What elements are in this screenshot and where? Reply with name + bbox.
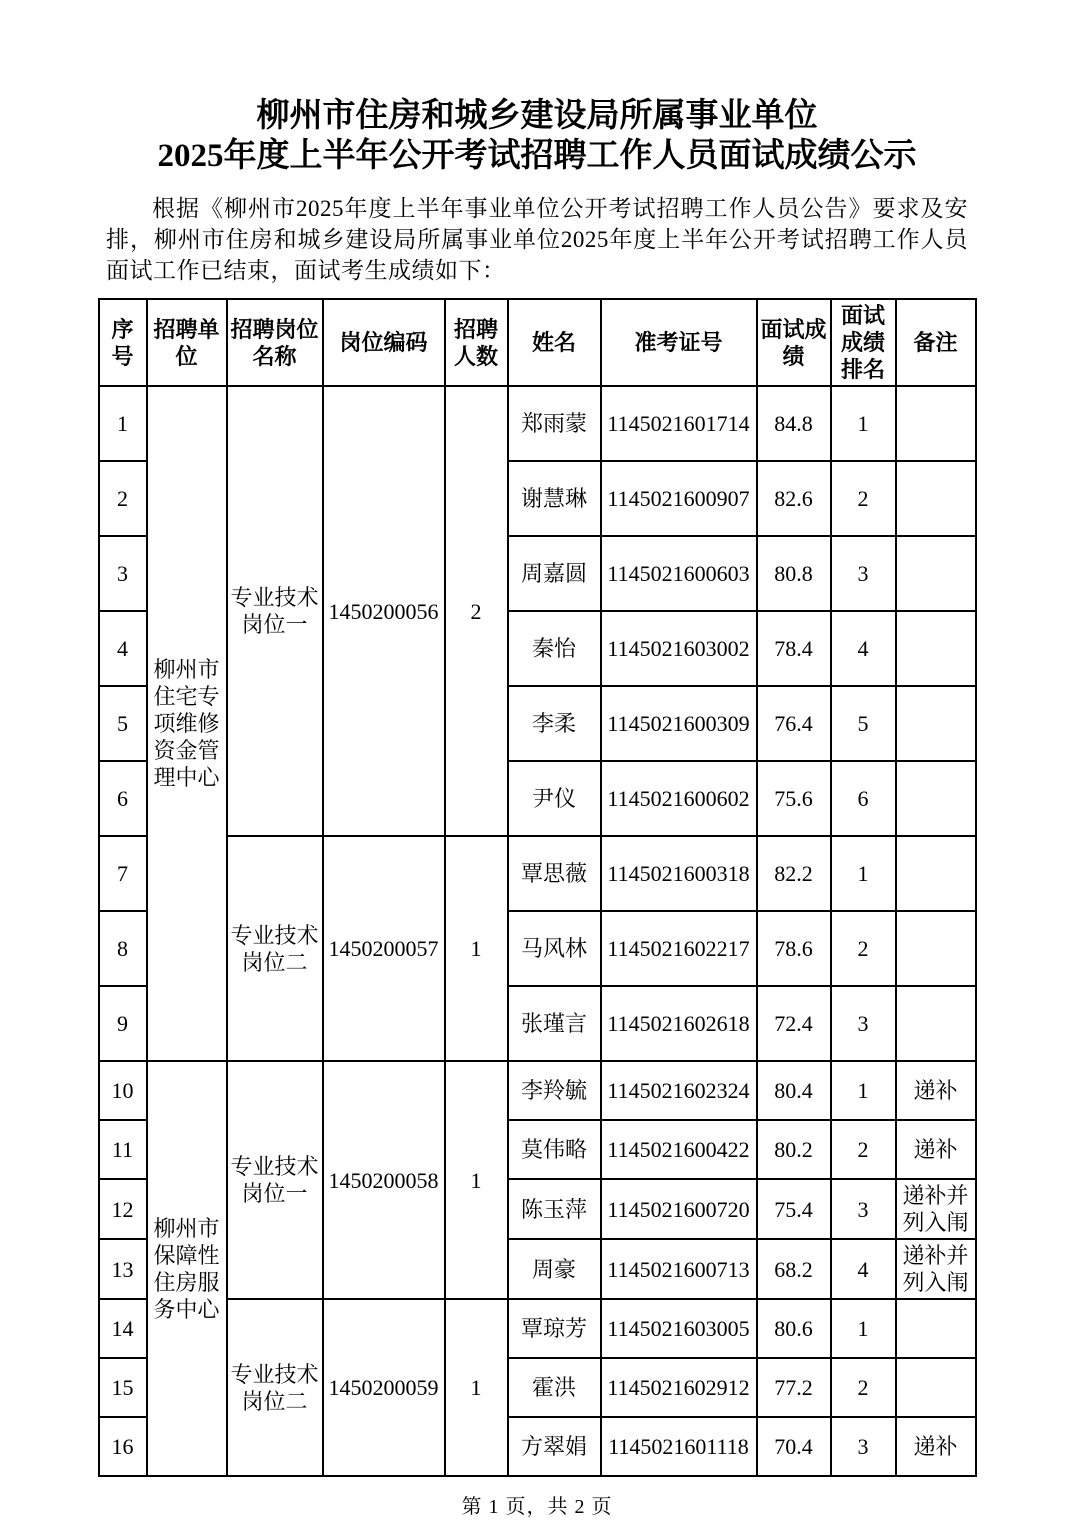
cell-seq: 7 [99, 836, 147, 911]
cell-remark [896, 1299, 976, 1358]
cell-name: 秦怡 [508, 611, 601, 686]
cell-ticket-number: 1145021600603 [601, 536, 757, 611]
cell-name: 莫伟略 [508, 1120, 601, 1179]
header-interview-score: 面试成绩 [757, 299, 831, 386]
cell-headcount: 2 [445, 386, 508, 836]
cell-ticket-number: 1145021600309 [601, 686, 757, 761]
header-score-rank: 面试成绩排名 [831, 299, 896, 386]
cell-position-name: 专业技术岗位二 [227, 836, 323, 1061]
header-ticket-number: 准考证号 [601, 299, 757, 386]
header-seq: 序号 [99, 299, 147, 386]
cell-seq: 3 [99, 536, 147, 611]
cell-seq: 11 [99, 1120, 147, 1179]
cell-ticket-number: 1145021600422 [601, 1120, 757, 1179]
cell-name: 覃思薇 [508, 836, 601, 911]
cell-interview-score: 80.8 [757, 536, 831, 611]
cell-seq: 8 [99, 911, 147, 986]
cell-score-rank: 1 [831, 386, 896, 461]
cell-position-name: 专业技术岗位一 [227, 386, 323, 836]
cell-name: 覃琼芳 [508, 1299, 601, 1358]
cell-interview-score: 82.6 [757, 461, 831, 536]
cell-remark [896, 461, 976, 536]
cell-score-rank: 4 [831, 1239, 896, 1299]
table-row [99, 836, 976, 911]
cell-name: 周嘉圆 [508, 536, 601, 611]
cell-interview-score: 78.4 [757, 611, 831, 686]
cell-seq: 6 [99, 761, 147, 836]
cell-score-rank: 3 [831, 536, 896, 611]
cell-ticket-number: 1145021602618 [601, 986, 757, 1061]
cell-unit: 柳州市住宅专项维修资金管理中心 [147, 386, 227, 1061]
cell-seq: 4 [99, 611, 147, 686]
cell-score-rank: 5 [831, 686, 896, 761]
cell-seq: 15 [99, 1358, 147, 1417]
cell-ticket-number: 1145021600713 [601, 1239, 757, 1299]
header-position-code: 岗位编码 [323, 299, 445, 386]
cell-score-rank: 1 [831, 836, 896, 911]
cell-remark [896, 386, 976, 461]
page-title-line-2: 2025年度上半年公开考试招聘工作人员面试成绩公示 [157, 138, 917, 174]
cell-score-rank: 2 [831, 911, 896, 986]
cell-position-name: 专业技术岗位一 [227, 1061, 323, 1299]
cell-remark [896, 986, 976, 1061]
cell-remark: 递补并列入闱 [896, 1179, 976, 1239]
page-title-line-1: 柳州市住房和城乡建设局所属事业单位 [256, 98, 818, 134]
cell-position-name: 专业技术岗位二 [227, 1299, 323, 1476]
cell-seq: 9 [99, 986, 147, 1061]
cell-interview-score: 76.4 [757, 686, 831, 761]
cell-seq: 13 [99, 1239, 147, 1299]
cell-remark [896, 611, 976, 686]
cell-ticket-number: 1145021603005 [601, 1299, 757, 1358]
cell-score-rank: 4 [831, 611, 896, 686]
cell-remark: 递补 [896, 1120, 976, 1179]
table-row [99, 1061, 976, 1120]
cell-score-rank: 3 [831, 986, 896, 1061]
cell-interview-score: 80.4 [757, 1061, 831, 1120]
cell-name: 马风林 [508, 911, 601, 986]
cell-unit: 柳州市保障性住房服务中心 [147, 1061, 227, 1476]
cell-seq: 10 [99, 1061, 147, 1120]
cell-interview-score: 75.6 [757, 761, 831, 836]
cell-name: 谢慧琳 [508, 461, 601, 536]
table-header-row [99, 299, 976, 386]
cell-interview-score: 84.8 [757, 386, 831, 461]
cell-remark: 递补 [896, 1417, 976, 1476]
cell-seq: 5 [99, 686, 147, 761]
cell-ticket-number: 1145021602912 [601, 1358, 757, 1417]
page-footer: 第 1 页，共 2 页 [461, 1496, 613, 1518]
cell-interview-score: 78.6 [757, 911, 831, 986]
header-remark: 备注 [896, 299, 976, 386]
cell-name: 霍洪 [508, 1358, 601, 1417]
cell-name: 方翠娟 [508, 1417, 601, 1476]
cell-remark [896, 836, 976, 911]
cell-remark [896, 1358, 976, 1417]
cell-score-rank: 1 [831, 1061, 896, 1120]
cell-score-rank: 1 [831, 1299, 896, 1358]
cell-position-code: 1450200059 [323, 1299, 445, 1476]
cell-interview-score: 77.2 [757, 1358, 831, 1417]
cell-score-rank: 2 [831, 1358, 896, 1417]
cell-headcount: 1 [445, 1061, 508, 1299]
table-row [99, 1299, 976, 1358]
cell-score-rank: 2 [831, 1120, 896, 1179]
cell-remark [896, 536, 976, 611]
cell-score-rank: 2 [831, 461, 896, 536]
cell-ticket-number: 1145021601118 [601, 1417, 757, 1476]
cell-interview-score: 80.6 [757, 1299, 831, 1358]
cell-remark: 递补 [896, 1061, 976, 1120]
cell-name: 李柔 [508, 686, 601, 761]
header-unit: 招聘单位 [147, 299, 227, 386]
cell-name: 尹仪 [508, 761, 601, 836]
cell-remark [896, 911, 976, 986]
cell-score-rank: 3 [831, 1417, 896, 1476]
cell-remark [896, 761, 976, 836]
cell-position-code: 1450200058 [323, 1061, 445, 1299]
cell-interview-score: 68.2 [757, 1239, 831, 1299]
cell-headcount: 1 [445, 1299, 508, 1476]
cell-name: 李羚毓 [508, 1061, 601, 1120]
cell-name: 郑雨蒙 [508, 386, 601, 461]
cell-seq: 16 [99, 1417, 147, 1476]
cell-ticket-number: 1145021601714 [601, 386, 757, 461]
header-name: 姓名 [508, 299, 601, 386]
cell-remark: 递补并列入闱 [896, 1239, 976, 1299]
cell-ticket-number: 1145021602324 [601, 1061, 757, 1120]
cell-interview-score: 70.4 [757, 1417, 831, 1476]
cell-headcount: 1 [445, 836, 508, 1061]
results-table [98, 298, 977, 1477]
cell-name: 张瑾言 [508, 986, 601, 1061]
cell-seq: 2 [99, 461, 147, 536]
cell-name: 陈玉萍 [508, 1179, 601, 1239]
cell-interview-score: 82.2 [757, 836, 831, 911]
cell-seq: 1 [99, 386, 147, 461]
intro-paragraph: 根据《柳州市2025年度上半年事业单位公开考试招聘工作人员公告》要求及安排，柳州市住房和城乡建设局所属事业单位2025年度上半年公开考试招聘工作人员面试工作已结束，面试考生成绩如下： [106, 196, 968, 283]
cell-interview-score: 72.4 [757, 986, 831, 1061]
header-position-name: 招聘岗位名称 [227, 299, 323, 386]
cell-name: 周豪 [508, 1239, 601, 1299]
cell-interview-score: 75.4 [757, 1179, 831, 1239]
cell-position-code: 1450200057 [323, 836, 445, 1061]
cell-seq: 12 [99, 1179, 147, 1239]
cell-position-code: 1450200056 [323, 386, 445, 836]
cell-ticket-number: 1145021603002 [601, 611, 757, 686]
cell-seq: 14 [99, 1299, 147, 1358]
cell-ticket-number: 1145021602217 [601, 911, 757, 986]
cell-ticket-number: 1145021600602 [601, 761, 757, 836]
table-row [99, 386, 976, 461]
cell-ticket-number: 1145021600318 [601, 836, 757, 911]
cell-score-rank: 3 [831, 1179, 896, 1239]
cell-ticket-number: 1145021600907 [601, 461, 757, 536]
header-headcount: 招聘人数 [445, 299, 508, 386]
cell-ticket-number: 1145021600720 [601, 1179, 757, 1239]
cell-score-rank: 6 [831, 761, 896, 836]
cell-interview-score: 80.2 [757, 1120, 831, 1179]
cell-remark [896, 686, 976, 761]
